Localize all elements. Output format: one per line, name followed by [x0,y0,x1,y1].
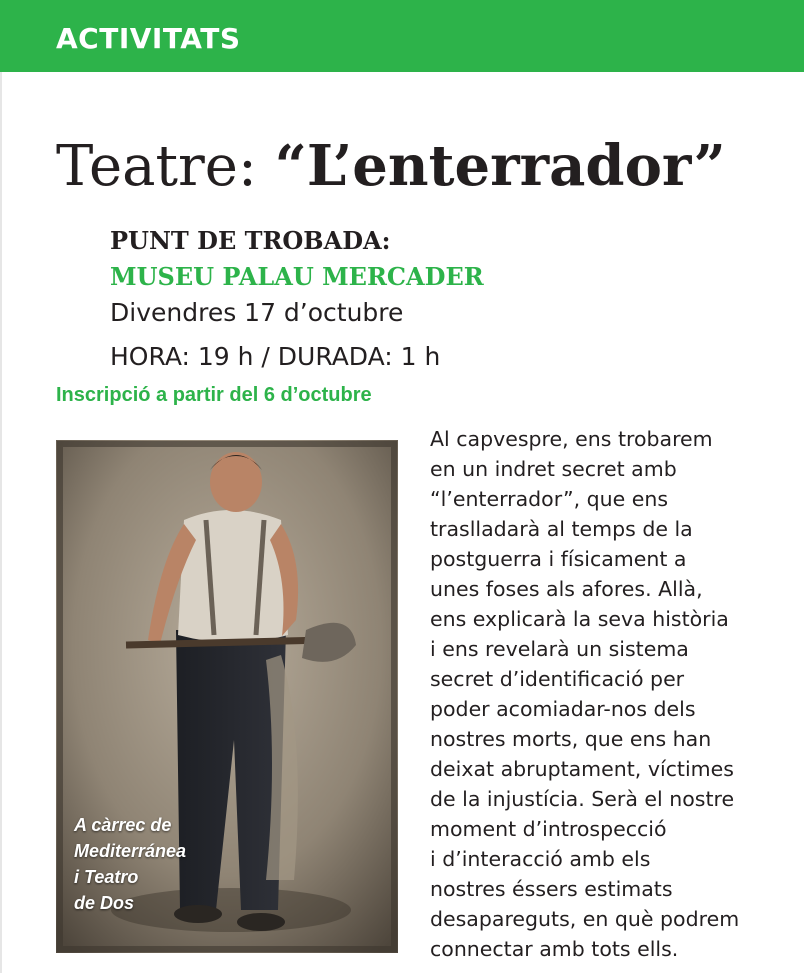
credit-line: Mediterránea [74,841,187,861]
event-time: HORA: 19 h / DURADA: 1 h [110,342,441,371]
credit-line: de Dos [74,893,135,913]
description-line: connectar amb tots ells. [430,937,679,961]
page-title [56,126,726,207]
left-border [0,72,2,973]
photo-credit [74,812,224,916]
description-line: i ens revelarà un sistema [430,637,689,661]
description-line: nostres éssers estimats [430,877,673,901]
event-date: Divendres 17 d’octubre [110,298,404,327]
description-line: traslladarà al temps de la [430,517,693,541]
description-line: moment d’introspecció [430,817,667,841]
description-line: en un indret secret amb [430,457,677,481]
registration-note: Inscripció a partir del 6 d’octubre [56,384,372,406]
description-line: de la injustícia. Serà el nostre [430,787,735,811]
description-line: deixat abruptament, víctimes [430,757,734,781]
description-line: i d’interacció amb els [430,847,651,871]
section-header-bar [0,0,804,72]
description-line: Al capvespre, ens trobarem [430,427,713,451]
description-line: “l’enterrador”, que ens [430,487,669,511]
title-prefix: Teatre: [56,134,275,199]
meeting-point-place: MUSEU PALAU MERCADER [110,262,484,291]
description-line: poder acomiadar-nos dels [430,697,696,721]
description-line: secret d’identificació per [430,667,685,691]
section-label: ACTIVITATS [56,22,241,55]
credit-line: i Teatro [74,867,139,887]
description-line: unes foses als afores. Allà, [430,577,703,601]
title-name: “L’enterrador” [274,133,726,199]
credit-line: A càrrec de [74,815,172,835]
description-line: postguerra i físicament a [430,547,687,571]
description-line: nostres morts, que ens han [430,727,712,751]
description-line: desapareguts, en què podrem [430,907,740,931]
meeting-point-label: PUNT DE TROBADA: [110,226,391,255]
event-description [430,424,780,964]
description-line: ens explicarà la seva història [430,607,729,631]
